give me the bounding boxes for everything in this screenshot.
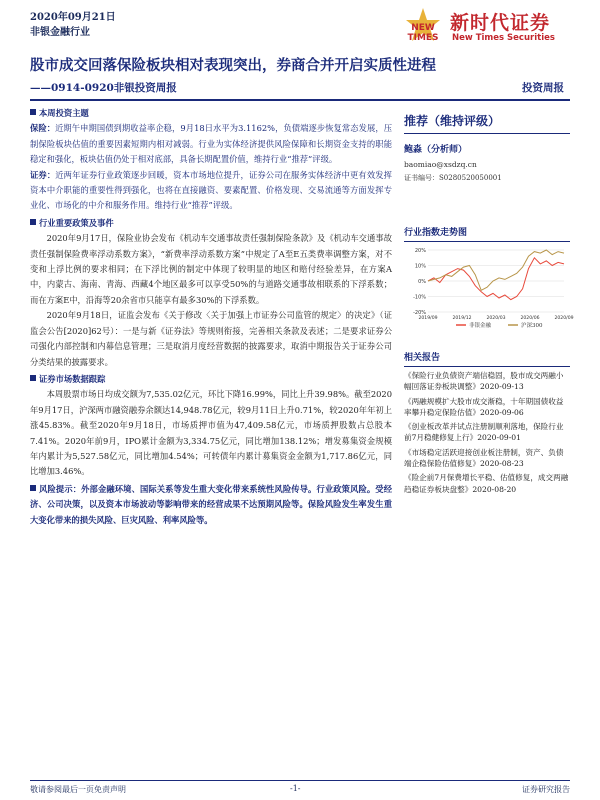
analyst-email: baomiao@xsdzq.cn xyxy=(404,160,477,169)
x-tick-label: 2020/09 xyxy=(554,316,574,321)
related-reports-list xyxy=(404,370,570,495)
report-type: 投资周报 xyxy=(522,82,564,94)
report-date: 2020年09月21日 xyxy=(30,12,116,23)
y-tick-label: -10% xyxy=(413,294,426,301)
y-tick-label: 20% xyxy=(414,248,426,254)
list-item[interactable]: 《创业板改革并试点注册制顺利落地，保险行业前7月稳健修复上行》2020-09-01 xyxy=(404,422,564,443)
logo-text-cn: 新时代证券 xyxy=(450,12,551,34)
y-tick-label: 0% xyxy=(418,279,426,285)
bullet-icon xyxy=(30,485,36,491)
list-item[interactable]: 《市场稳定活跃迎接创业板注册制，资产、负债端企稳保险估值修复》2020-08-23 xyxy=(404,447,564,469)
analyst-name: 鲍淼（分析师） xyxy=(404,145,468,155)
x-tick-label: 2019/09 xyxy=(418,316,438,321)
y-tick-label: -20% xyxy=(413,310,426,316)
bullet-icon xyxy=(30,109,36,115)
index-chart xyxy=(404,246,574,332)
industry-label: 非银金融行业 xyxy=(30,27,90,38)
chart-title: 行业指数走势图 xyxy=(404,225,570,242)
index-chart-svg xyxy=(404,246,574,332)
list-item[interactable]: 《险企前7月保费增长平稳、估值修复，成交两融趋稳证券板块盘整》2020-08-20 xyxy=(404,473,569,494)
rating-badge: 推荐（维持评级） xyxy=(404,112,570,134)
logo-text-en: New Times Securities xyxy=(452,33,555,43)
risk-warning: 风险提示：外部金融环境、国际关系等发生重大变化带来系统性风险传导。行业政策风险。受经济、公司决策，以及资本市场波动等影响带来的经营成果不达预期风险等。保险风险发生率发生重大变化带来的损失风险、巨灾风险、利率风险等。 xyxy=(30,483,392,525)
series-line-0 xyxy=(428,258,564,300)
page-title: 股市成交回落保险板块相对表现突出，券商合并开启实质性进程 xyxy=(30,57,436,74)
paragraph: 保险：近期午申期国债到期收益率企稳，9月18日水平为3.1162%，负债端逐步恢复常态发展，压制保险板块估值的重要因素短期内相对减弱。行业为实体经济提供风险保障和长期资金支持的职能稳定和强化，板块估值仍处于相对底部，具备长期配置价值，维持行业“推荐”评级。 xyxy=(30,123,392,165)
bullet-icon xyxy=(30,219,36,225)
logo-mark-line-1: NEW xyxy=(411,23,435,33)
paragraph: 2020年9月17日，保险业协会发布《机动车交通事故责任强制保险条款》及《机动车交通事故责任强制保险费率浮动系数方案》，“新费率浮动系数方案”中规定了A至E五类费率调整方案，对不变和上浮比例的要求相同；在下浮比例的制定中体现了较明显的地区和赔付经验差异，在方案A中，内蒙古、海南、青海、西藏4个地区最多可以享受50%的与道路交通事故相联系的下浮系数；而在方案E中，沿海等20余省市只能享有最多30%的下浮系数。 xyxy=(30,233,392,305)
logo-mark-line-2: TIMES xyxy=(407,33,439,43)
paragraph: 证券：近两年证券行业政策逐步回暖，资本市场地位提升，证券公司在服务实体经济中更有效发挥资本中介职能的重要性得到强化，也将在直接融资、要素配置、价格发现、交易流通等方面发挥专业化、市场化的中介和服务作用。维持行业“推荐”评级。 xyxy=(30,169,392,211)
company-logo-icon xyxy=(400,6,446,48)
related-reports-title: 相关报告 xyxy=(404,350,570,367)
series-line-1 xyxy=(428,250,564,290)
legend-label: 沪深300 xyxy=(521,323,543,329)
page-number: -1- xyxy=(290,784,301,793)
sidebar xyxy=(404,106,574,495)
footer-label: 证券研究报告 xyxy=(522,785,570,794)
list-item[interactable]: 《两融规模扩大股市成交渐稳，十年期国债收益率攀升稳定保险估值》2020-09-06 xyxy=(404,396,564,417)
disclaimer-link[interactable]: 敬请参阅最后一页免责声明 xyxy=(30,785,126,794)
section-heading: 证券市场数据跟踪 xyxy=(30,372,392,387)
section-heading: 行业重要政策及事件 xyxy=(30,216,392,231)
x-tick-label: 2020/03 xyxy=(486,316,506,321)
header-divider xyxy=(30,99,570,101)
x-tick-label: 2019/12 xyxy=(452,316,472,321)
legend-label: 非银金融 xyxy=(469,323,492,329)
bullet-icon xyxy=(30,375,36,381)
y-tick-label: 10% xyxy=(414,263,426,270)
paragraph: 本周股票市场日均成交额为7,535.02亿元，环比下降16.99%，同比上升39.98%。截至2020年9月17日，沪深两市融资融券余额达14,948.78亿元，较9月11日上升0.71%，较2020年年初上涨45.83%。截至2020年9月18日，市场质押市值为47,409.58亿元，市场质押股数占总股本7.41%。2020年前9月，IPO累计金额为3,334.75亿元，同比增加138.12%；增发募集资金规模年内累计为5,527.58亿元，同比增加4.54%；可转债年内累计募集资金金额为1,717.86亿元，同比增加3.46%。 xyxy=(30,389,392,477)
analyst-certificate: 证书编号：S0280520050001 xyxy=(404,174,502,182)
main-content xyxy=(30,106,392,528)
section-heading: 本周投资主题 xyxy=(30,106,392,121)
paragraph: 2020年9月18日，证监会发布《关于修改〈关于加强上市证券公司监管的规定〉的决定》（证监会公告[2020]62号）：一是与新《证券法》等规则衔接，完善相关条款及表述；二是要求证券公司强化内部控制和内幕信息管理；三是取消月度经营数据的披露要求，取消中期报告关于证券公司分类结果的披露要求。 xyxy=(30,310,392,367)
page-subtitle: ——0914-0920非银投资周报 xyxy=(30,82,177,94)
x-tick-label: 2020/06 xyxy=(520,316,540,321)
list-item[interactable]: 《保险行业负债资产端信稳固，股市成交两融小幅回落证券板块调整》2020-09-13 xyxy=(404,371,564,392)
footer-divider xyxy=(30,780,570,781)
